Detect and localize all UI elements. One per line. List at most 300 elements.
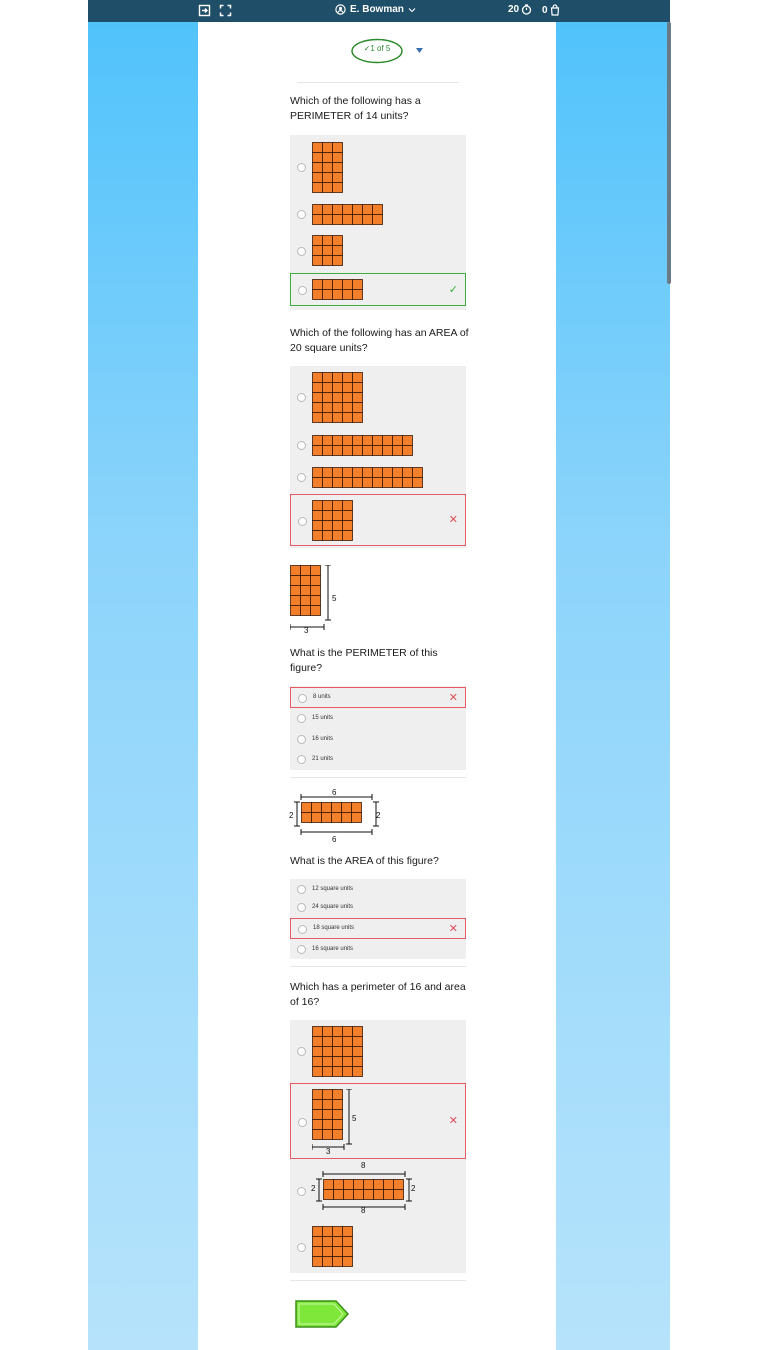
tile-square [323,256,333,266]
tile-square [313,183,323,193]
q3-option-1-label: 8 units [313,694,331,700]
tile-grid [312,372,363,423]
tile-square [363,215,373,225]
q5-option-2-height-label: 5 [352,1114,357,1123]
tile-square [343,1247,353,1257]
radio-button[interactable] [297,1047,306,1056]
radio-button[interactable] [297,714,306,723]
tile-square [322,813,332,823]
tile-square [324,1180,334,1190]
tile-square [413,478,423,488]
tile-square [313,383,323,393]
tile-square [343,280,353,290]
tile-square [353,383,363,393]
question-4-options [290,879,466,959]
tile-square [333,1237,343,1247]
q4-right-label: 2 [376,811,381,820]
tile-grid [312,500,353,541]
tile-square [332,803,342,813]
q4-option-3[interactable] [290,918,466,939]
tile-square [333,478,343,488]
q1-option-4[interactable] [290,273,466,306]
q5-option-4-grid [312,1226,353,1272]
tile-square [323,403,333,413]
tile-square [333,1037,343,1047]
tile-square [323,413,333,423]
tile-square [323,205,333,215]
tile-square [342,803,352,813]
divider [297,82,459,83]
tile-square [323,290,333,300]
tile-square [333,256,343,266]
question-3-prompt: What is the PERIMETER of this figure? [290,647,438,674]
q5-option-2[interactable] [290,1083,466,1159]
tile-square [313,511,323,521]
tile-square [344,1180,354,1190]
tile-square [373,468,383,478]
tile-square [403,478,413,488]
radio-button[interactable] [298,694,307,703]
tile-square [313,163,323,173]
tile-square [333,205,343,215]
tile-square [353,1047,363,1057]
tile-square [333,403,343,413]
tile-square [333,446,343,456]
tile-square [374,1180,384,1190]
q5-option-3-left-label: 2 [311,1184,316,1193]
q3-option-2-label: 15 units [312,715,334,721]
tile-square [343,531,353,541]
radio-button[interactable] [297,885,306,894]
q2-option-1[interactable] [290,366,466,430]
tile-square [333,1247,343,1257]
tile-square [323,478,333,488]
tile-square [333,383,343,393]
tile-square [373,446,383,456]
tile-square [323,236,333,246]
tile-square [333,468,343,478]
tile-square [323,173,333,183]
progress-label: ✓1 of 5 [363,44,391,53]
score-stat [542,4,560,16]
tile-square [343,1057,353,1067]
tile-grid [301,802,362,823]
radio-button[interactable] [298,517,307,526]
tile-square [313,501,323,511]
tile-square [323,468,333,478]
q4-bottom-label: 6 [332,835,337,844]
q4-option-4[interactable] [290,940,466,959]
tile-square [323,1067,333,1077]
tile-square [384,1190,394,1200]
q5-option-4[interactable] [290,1222,466,1272]
tile-square [323,393,333,403]
q3-option-3[interactable] [290,730,466,750]
caret-down-icon[interactable] [416,48,423,53]
tile-square [323,1027,333,1037]
tile-square [333,393,343,403]
q1-option-3[interactable] [290,232,466,268]
radio-button[interactable] [297,735,306,744]
tile-square [333,163,343,173]
q3-height-label: 5 [332,594,337,603]
tile-square [313,531,323,541]
radio-button[interactable] [298,925,307,934]
tile-grid [312,142,343,193]
tile-square [334,1180,344,1190]
q4-option-1-label: 12 square units [312,886,354,892]
tile-grid [323,1179,404,1200]
fullscreen-icon[interactable] [219,4,232,17]
tile-square [343,478,353,488]
q3-option-4[interactable] [290,750,466,770]
question-1-prompt: Which of the following has a PERIMETER of 14 units? [290,95,421,122]
tile-square [323,1047,333,1057]
tile-square [323,373,333,383]
tile-square [363,446,373,456]
tile-square [413,468,423,478]
tile-square [343,1047,353,1057]
chevron-down-icon [408,7,416,13]
radio-button[interactable] [297,903,306,912]
tile-square [333,1227,343,1237]
tile-square [312,803,322,813]
tile-square [333,1057,343,1067]
tile-square [323,501,333,511]
tile-square [313,246,323,256]
tile-square [403,468,413,478]
tile-square [333,511,343,521]
q5-option-3-right-label: 2 [411,1184,416,1193]
tile-square [343,215,353,225]
timer-count: 20 [508,4,520,15]
tile-square [403,446,413,456]
q1-option-4-grid [312,279,363,305]
tile-square [333,1027,343,1037]
wrong-x-icon: ✕ [448,692,458,704]
tile-square [352,803,362,813]
bag-icon [550,4,560,16]
question-2-options [290,366,466,548]
question-5-prompt: Which has a perimeter of 16 and area of 16? [290,981,466,1008]
tile-square [313,290,323,300]
tile-square [313,143,323,153]
tile-square [323,1257,333,1267]
tile-square [313,478,323,488]
tile-square [313,236,323,246]
tile-square [383,478,393,488]
user-name: E. Bowman [350,4,404,15]
tile-square [343,1237,353,1247]
q4-top-label: 6 [332,788,337,797]
exit-icon[interactable] [198,4,211,17]
tile-square [383,436,393,446]
tile-square [333,290,343,300]
tile-square [364,1180,374,1190]
tile-square [353,468,363,478]
wrong-x-icon: ✕ [448,1115,458,1127]
tile-square [323,1037,333,1047]
tile-square [313,1057,323,1067]
tile-square [343,413,353,423]
radio-button[interactable] [297,945,306,954]
tile-square [393,468,403,478]
tile-square [313,280,323,290]
tile-square [323,215,333,225]
tile-square [353,215,363,225]
q1-option-1-grid [312,142,343,198]
question-5-options [290,1020,466,1273]
tile-square [342,813,352,823]
tile-square [363,478,373,488]
tile-square [353,446,363,456]
tile-square [333,280,343,290]
tile-square [353,1057,363,1067]
tile-grid [312,435,413,456]
tile-square [383,468,393,478]
q3-option-4-label: 21 units [312,756,334,762]
q1-option-1[interactable] [290,135,466,199]
tile-square [313,1247,323,1257]
tile-square [344,1190,354,1200]
radio-button[interactable] [297,210,306,219]
tile-square [363,436,373,446]
q4-option-2[interactable] [290,898,466,917]
next-button[interactable] [294,1299,350,1329]
tile-square [374,1190,384,1200]
tile-square [393,436,403,446]
tile-square [353,280,363,290]
tile-square [343,436,353,446]
q2-option-3-grid [312,467,423,493]
tile-square [353,205,363,215]
top-bar [88,0,670,22]
q2-option-4[interactable] [290,494,466,546]
tile-square [353,1027,363,1037]
wrong-x-icon: ✕ [448,514,458,526]
tile-square [373,215,383,225]
q5-option-1-grid [312,1026,363,1082]
tile-square [354,1180,364,1190]
q5-option-2-width-label: 3 [326,1147,331,1156]
tile-square [343,521,353,531]
tile-square [334,1190,344,1200]
tile-square [312,813,322,823]
tile-square [343,1227,353,1237]
q4-left-label: 2 [289,811,294,820]
timer-icon [521,4,532,15]
tile-square [313,403,323,413]
tile-square [313,521,323,531]
q2-option-2[interactable] [290,431,466,459]
tile-square [333,246,343,256]
tile-square [323,511,333,521]
tile-square [313,436,323,446]
tile-square [323,446,333,456]
q2-option-1-grid [312,372,363,428]
tile-square [394,1180,404,1190]
tile-square [313,1027,323,1037]
radio-button[interactable] [297,441,306,450]
tile-square [353,478,363,488]
tile-square [313,1237,323,1247]
tile-square [353,436,363,446]
tile-square [323,521,333,531]
tile-square [393,446,403,456]
q4-option-1[interactable] [290,880,466,899]
q3-width-label: 3 [304,626,309,635]
tile-grid [312,1226,353,1267]
tile-square [394,1190,404,1200]
tile-square [332,813,342,823]
tile-square [333,1047,343,1057]
tile-square [333,173,343,183]
radio-button[interactable] [297,1187,306,1196]
tile-square [353,413,363,423]
tile-square [313,1067,323,1077]
tile-square [313,173,323,183]
user-menu[interactable] [335,4,416,15]
tile-square [343,1067,353,1077]
tile-square [313,1047,323,1057]
question-4-prompt: What is the AREA of this figure? [290,855,439,867]
tile-square [333,1257,343,1267]
radio-button[interactable] [298,286,307,295]
tile-grid [312,204,383,225]
tile-square [313,1257,323,1267]
radio-button[interactable] [297,473,306,482]
timer-stat [508,4,532,15]
tile-square [313,1227,323,1237]
tile-square [302,803,312,813]
score-count: 0 [542,4,548,16]
divider [290,966,466,967]
tile-square [323,163,333,173]
q3-option-1[interactable] [290,687,466,708]
tile-square [343,1027,353,1037]
q1-option-2[interactable] [290,199,466,229]
tile-square [313,393,323,403]
radio-button[interactable] [297,755,306,764]
tile-square [313,413,323,423]
radio-button[interactable] [297,163,306,172]
tile-square [323,246,333,256]
tile-square [313,373,323,383]
tile-square [323,1247,333,1257]
tile-square [333,501,343,511]
tile-square [333,153,343,163]
radio-button[interactable] [297,247,306,256]
tile-square [313,1037,323,1047]
tile-square [323,436,333,446]
q2-option-4-grid [312,500,353,546]
tile-square [333,143,343,153]
tile-square [373,205,383,215]
q2-option-3[interactable] [290,463,466,491]
tile-square [333,531,343,541]
tile-square [333,436,343,446]
tile-square [373,436,383,446]
tile-square [323,531,333,541]
tile-square [363,205,373,215]
tile-square [352,813,362,823]
check-icon: ✓ [363,44,371,53]
tile-square [353,1037,363,1047]
tile-square [343,403,353,413]
tile-grid [312,1026,363,1077]
tile-square [323,183,333,193]
divider [290,1280,466,1281]
tile-square [323,280,333,290]
tile-square [343,205,353,215]
scrollbar[interactable] [667,22,671,284]
tile-square [393,478,403,488]
tile-square [353,373,363,383]
tile-square [343,290,353,300]
tile-square [313,205,323,215]
tile-square [333,373,343,383]
q4-figure-grid [301,802,362,828]
radio-button[interactable] [297,393,306,402]
tile-grid [312,279,363,300]
q2-option-2-grid [312,435,413,461]
tile-square [353,1067,363,1077]
tile-square [324,1190,334,1200]
tile-square [373,478,383,488]
q1-option-3-grid [312,235,343,271]
tile-square [353,290,363,300]
tile-square [333,215,343,225]
tile-square [323,143,333,153]
tile-square [384,1180,394,1190]
question-2-prompt: Which of the following has an AREA of 20 square units? [290,327,469,354]
tile-square [313,153,323,163]
tile-square [343,468,353,478]
tile-square [302,813,312,823]
q1-option-2-grid [312,204,383,230]
tile-square [323,153,333,163]
correct-check-icon: ✓ [448,284,458,296]
q5-option-3-bottom-label: 8 [361,1206,366,1215]
tile-square [364,1190,374,1200]
tile-square [333,183,343,193]
tile-square [323,1227,333,1237]
tile-square [333,236,343,246]
tile-square [313,446,323,456]
tile-square [313,215,323,225]
tile-square [343,373,353,383]
tile-square [353,393,363,403]
question-3-options [290,686,466,770]
q3-option-2[interactable] [290,709,466,729]
tile-square [343,446,353,456]
wrong-x-icon: ✕ [448,923,458,935]
tile-square [313,468,323,478]
q5-option-3-grid [323,1179,404,1205]
tile-square [363,468,373,478]
tile-square [333,521,343,531]
tile-square [354,1190,364,1200]
radio-button[interactable] [298,1118,307,1127]
tile-square [343,511,353,521]
radio-button[interactable] [297,1243,306,1252]
tile-square [353,403,363,413]
q5-option-1[interactable] [290,1020,466,1082]
tile-grid [312,467,423,488]
user-icon [335,4,346,15]
tile-square [333,1067,343,1077]
q5-option-3[interactable] [290,1162,466,1220]
